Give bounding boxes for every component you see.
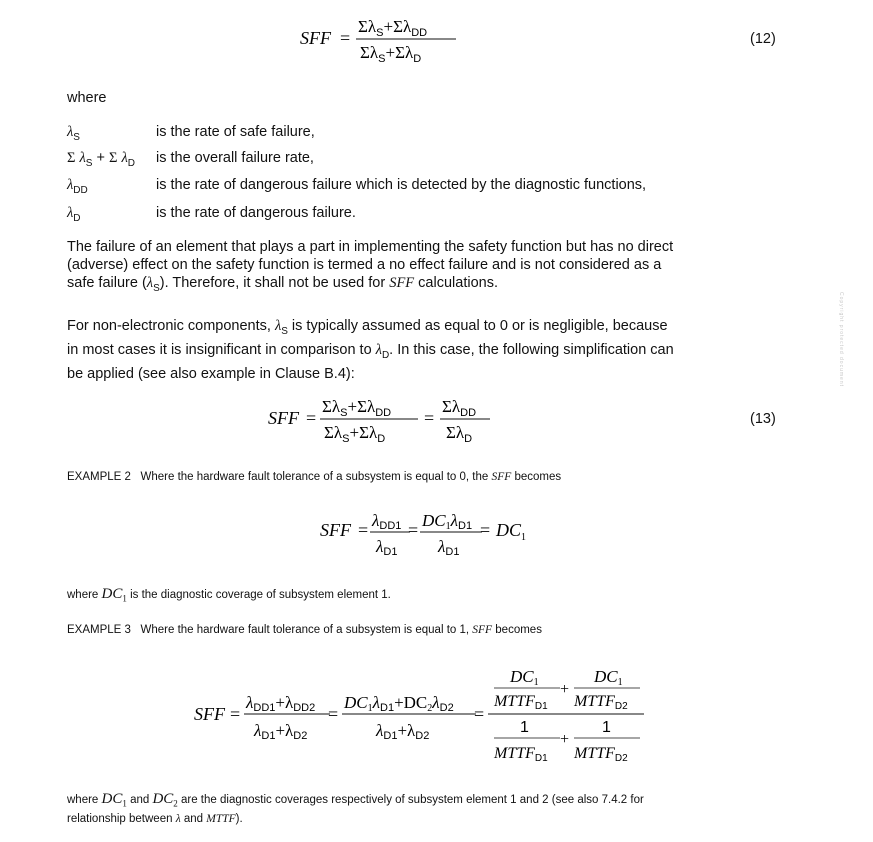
svg-text:MTTFD1: MTTFD1	[494, 693, 548, 712]
svg-text:=: =	[358, 520, 369, 540]
def-text-3: is the rate of dangerous failure which is detected by the diagnostic functions,	[156, 177, 647, 193]
example-3-label: EXAMPLE 3	[67, 624, 131, 636]
svg-text:ΣλS+ΣλDD: $\Sigma\lambda_S+\Sigma\lambda_{DD}$	[358, 17, 428, 39]
svg-text:λD1: λD1	[438, 537, 460, 558]
def-symbol-overall: Σ $\lambda_S + \Sigma$ $\lambda_D$	[67, 150, 135, 169]
svg-text:=: =	[480, 520, 491, 540]
svg-text:λDD1: λDD1	[372, 511, 402, 532]
svg-text:λDD1+λDD2: λDD1+λDD2	[246, 693, 316, 714]
svg-text:DC1: DC1	[510, 667, 539, 688]
svg-text:λD1+λD2: λD1+λD2	[254, 721, 308, 742]
eq12-number: (12)	[750, 31, 776, 47]
svg-text:ΣλS+ΣλD: $\Sigma\lambda_S+\Sigma\lambda_D$	[360, 43, 422, 65]
example-2-label: EXAMPLE 2	[67, 471, 131, 483]
def-text-1: is the rate of safe failure,	[156, 124, 315, 140]
equation-example-2	[312, 504, 542, 564]
paragraph-no-effect-failure: The failure of an element that plays a part in implementing the safety function but has no direct (adverse) effect on the safety function is termed a no effect failure and is not considered as a safe failure $(\lambda_S)$. Therefore, it shall not be used for SFF calculations.	[67, 239, 674, 294]
eq13-lhs: SFF	[268, 408, 299, 428]
svg-text:=: =	[408, 520, 419, 540]
def-symbol-lambda-dd: $\lambda_{DD}$	[67, 177, 88, 196]
svg-text:=: =	[424, 408, 435, 428]
svg-text:λD1: λD1	[376, 537, 398, 558]
margin-watermark: Copyright protected document	[838, 292, 844, 387]
def-symbol-lambda-s: $\lambda_S$	[67, 124, 80, 143]
equation-13	[258, 388, 518, 452]
svg-text:=: =	[306, 408, 317, 428]
def-text-4: is the rate of dangerous failure.	[156, 205, 356, 221]
svg-text:DC1: $DC_1$	[496, 520, 527, 543]
svg-text:DC1λD1+DC2λD2: DC1λD1+DC2λD2	[344, 693, 454, 714]
svg-text:ΣλDD: $\Sigma\lambda_{DD}$	[442, 397, 477, 419]
svg-text:λD1+λD2: λD1+λD2	[376, 721, 430, 742]
where-dc1-dc2-paragraph: where $DC_1$ and $DC_2$ are the diagnostic coverages respectively of subsystem element 1 and 2 (see also 7.4.2 for relationship between λ and MTTF).	[67, 791, 644, 826]
svg-text:=: =	[328, 704, 339, 724]
ex2-lhs: SFF	[320, 520, 351, 540]
svg-text:MTTFD2: MTTFD2	[574, 745, 628, 764]
svg-text:ΣλD: $\Sigma\lambda_D$	[446, 423, 473, 445]
eq12-num-a: Σλ	[358, 17, 377, 36]
svg-text:=: =	[230, 704, 241, 724]
svg-text:1: 1	[520, 719, 529, 736]
svg-text:=: =	[340, 28, 351, 48]
eq13-number: (13)	[750, 411, 776, 427]
svg-text:DC1λD1: DC1λD1	[422, 511, 473, 532]
def-symbol-lambda-d: $\lambda_D$	[67, 205, 81, 224]
svg-text:ΣλS+ΣλDD: $\Sigma\lambda_S+\Sigma\lambda_{DD}$	[322, 397, 392, 419]
paragraph-non-electronic: For non-electronic components, $\lambda_S$ is typically assumed as equal to 0 or is negligible, because in most cases it is insignificant in comparison to $\lambda_D$. In this case, the following simplification can be applied (see also example in Clause B.4):	[67, 318, 674, 382]
svg-text:+: +	[560, 731, 570, 748]
def-text-2: is the overall failure rate,	[156, 150, 314, 166]
svg-text:+: +	[560, 681, 570, 698]
svg-text:DC1: DC1	[594, 667, 623, 688]
eq12-lhs: SFF	[300, 28, 331, 48]
svg-text:ΣλS+ΣλD: $\Sigma\lambda_S+\Sigma\lambda_D$	[324, 423, 386, 445]
equation-example-3	[188, 660, 658, 772]
where-dc1-line: where $DC_1$ is the diagnostic coverage of subsystem element 1.	[67, 586, 391, 604]
eq12-den-a: Σλ	[360, 43, 379, 62]
where-label: where	[67, 90, 107, 106]
svg-text:MTTFD1: MTTFD1	[494, 745, 548, 764]
example-3-line: EXAMPLE 3 Where the hardware fault tolerance of a subsystem is equal to 1, SFF becomes	[67, 624, 542, 636]
svg-text:1: 1	[602, 719, 611, 736]
example-2-line: EXAMPLE 2 Where the hardware fault tolerance of a subsystem is equal to 0, the SFF becomes	[67, 471, 562, 483]
equation-12	[290, 8, 490, 68]
ex3-lhs: SFF	[194, 704, 225, 724]
svg-text:MTTFD2: MTTFD2	[574, 693, 628, 712]
svg-text:=: =	[474, 704, 485, 724]
